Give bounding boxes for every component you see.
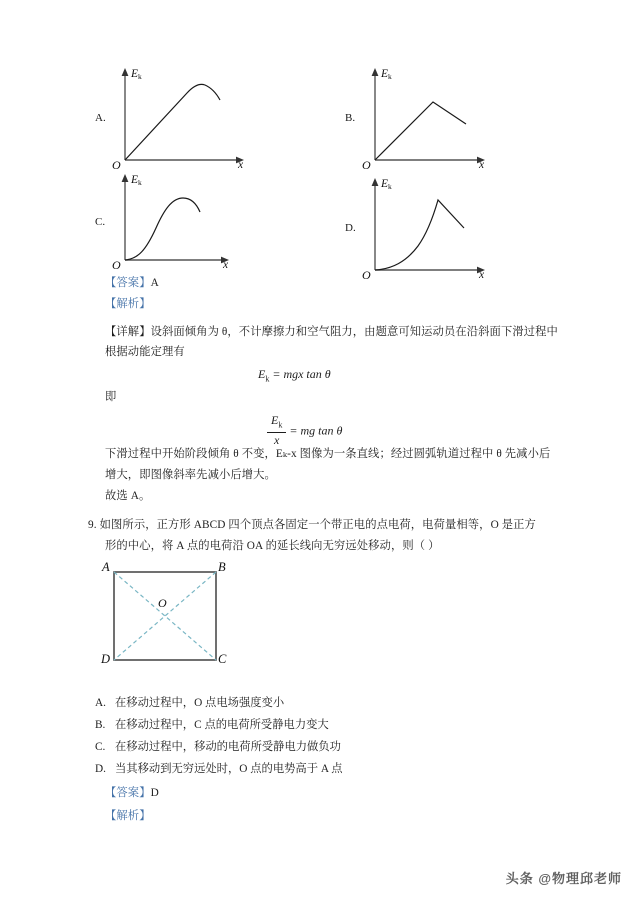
question9-option-c-text: 在移动过程中，移动的电荷所受静电力做负功: [115, 741, 341, 753]
q9-answer-line: [105, 786, 159, 801]
q8-formula-2: [267, 415, 342, 448]
q8-formula-2-rhs: = mg tan θ: [289, 423, 343, 438]
question9-stem-text-1: 如图所示，正方形 ABCD 四个顶点各固定一个带正电的点电荷，电荷量相等，O 是正方: [99, 519, 536, 531]
q8-conclusion-line-1: 下滑过程中开始阶段倾角 θ 不变，Eₖ-x 图像为一条直线；经过圆弧轨道过程中 θ 先减小后: [105, 448, 551, 460]
q8-formula-1-rhs: = mgx tan θ: [272, 367, 331, 381]
question9-vertex-c-label: C: [218, 652, 227, 666]
question9-center-o-label: O: [158, 596, 167, 610]
graph-option-a-y-axis-label: $E_k$: [131, 68, 142, 81]
graph-options-row-2: [0, 170, 640, 285]
question9-number: 9.: [88, 519, 97, 531]
graph-option-a-letter: A.: [95, 112, 106, 124]
q8-ji-label: 即: [105, 391, 117, 403]
q8-formula-2-numerator: $E_k$: [267, 414, 286, 433]
question9-vertex-b-label: B: [218, 560, 226, 574]
question9-figure: [100, 558, 240, 670]
q8-answer-label: 【答案】: [105, 277, 151, 289]
q8-detail-line-2: 根据动能定理有: [105, 346, 185, 358]
watermark: 头条 @物理邱老师: [505, 871, 622, 886]
question9-option-b-text: 在移动过程中，C 点的电荷所受静电力变大: [115, 719, 329, 731]
question9-stem-line-2: 形的中心，将 A 点的电荷沿 OA 的延长线向无穷远处移动，则（ ）: [105, 540, 440, 552]
question9-option-d: [95, 760, 343, 776]
question9-option-d-text: 当其移动到无穷远处时，O 点的电势高于 A 点: [115, 763, 343, 775]
graph-option-a-origin-label: O: [112, 158, 121, 172]
q8-answer-line: [105, 276, 159, 291]
graph-option-d-letter: D.: [345, 222, 356, 234]
graph-option-c-letter: C.: [95, 216, 106, 228]
q8-formula-2-denominator: x: [274, 433, 280, 448]
graph-option-c-x-axis-label: x: [223, 259, 229, 271]
q9-answer-label: 【答案】: [105, 787, 151, 799]
graph-option-a: [90, 60, 340, 175]
q8-formula-1: [258, 367, 331, 383]
graph-option-c-plot: [90, 170, 340, 285]
q8-formula-1-lhs: E: [258, 367, 266, 381]
graph-option-b-origin-label: O: [362, 158, 371, 172]
q8-conclusion-line-2: 增大，即图像斜率先减小后增大。: [105, 469, 276, 481]
question9-option-d-label: D.: [95, 763, 106, 775]
graph-option-c: [90, 170, 340, 285]
q8-formula-1-sub: k: [265, 374, 270, 384]
graph-option-d-x-axis-label: x: [479, 269, 485, 281]
graph-option-a-x-axis-label: x: [238, 159, 244, 171]
graph-option-b-x-axis-label: x: [479, 159, 485, 171]
graph-option-c-y-axis-label: $E_k$: [131, 174, 142, 187]
q8-formula-2-fraction: [267, 414, 286, 447]
q8-detail-text-1: 设斜面倾角为 θ，不计摩擦力和空气阻力，由题意可知运动员在沿斜面下滑过程中: [150, 326, 558, 338]
graph-option-b-y-axis-label: $E_k$: [381, 68, 392, 81]
question9-option-c-label: C.: [95, 741, 106, 753]
graph-option-c-origin-label: O: [112, 258, 121, 272]
graph-option-b-letter: B.: [345, 112, 356, 124]
graph-option-b-plot: [340, 60, 590, 175]
q8-conclusion-line-3: 故选 A。: [105, 490, 151, 502]
question9-vertex-d-label: D: [101, 652, 111, 666]
graph-options-row-1: [0, 60, 640, 175]
question9-vertex-a-label: A: [102, 560, 110, 574]
graph-option-d: [340, 170, 590, 285]
question9-option-a-text: 在移动过程中，O 点电场强度变小: [115, 697, 285, 709]
graph-option-b: [340, 60, 590, 175]
question9-option-a-label: A.: [95, 697, 106, 709]
q8-detail-label: 【详解】: [105, 326, 151, 338]
question9-option-b: [95, 716, 329, 732]
graph-option-d-origin-label: O: [362, 268, 371, 282]
q9-answer-value: D: [150, 787, 159, 799]
graph-option-d-plot: [340, 170, 590, 285]
question9-stem-line-1: [88, 518, 536, 533]
q9-analysis-label: 【解析】: [105, 810, 151, 822]
q8-detail-line-1: [105, 325, 558, 340]
graph-option-d-y-axis-label: $E_k$: [381, 178, 392, 191]
question9-option-a: [95, 694, 284, 710]
question9-option-b-label: B.: [95, 719, 106, 731]
q8-analysis-label: 【解析】: [105, 298, 151, 310]
graph-option-a-plot: [90, 60, 340, 175]
question9-option-c: [95, 738, 341, 754]
q8-answer-value: A: [150, 277, 159, 289]
